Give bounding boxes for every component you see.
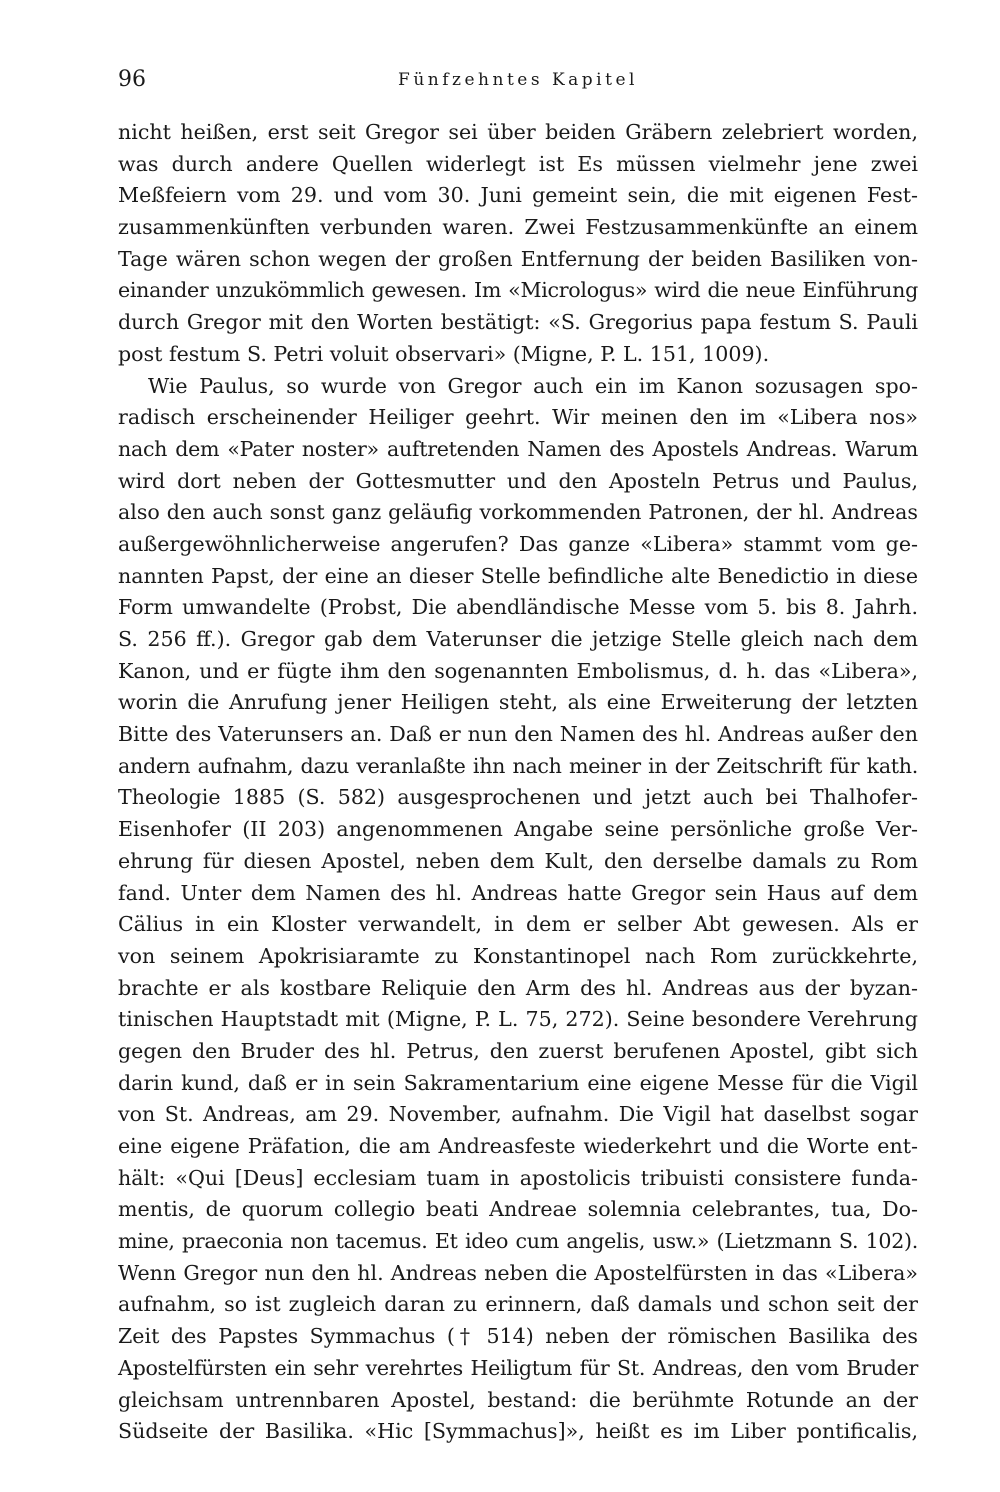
- text-line: Zeit des Papstes Symmachus († 514) neben der römischen Basilika des: [118, 1324, 918, 1349]
- text-line: mine, praeconia non tacemus. Et ideo cum angelis, usw.» (Lietzmann S. 102).: [118, 1229, 918, 1254]
- text-line: was durch andere Quellen widerlegt ist Es müssen vielmehr jene zwei: [118, 151, 918, 176]
- text-line: aufnahm, so ist zugleich daran zu erinnern, daß damals und schon seit der: [118, 1292, 918, 1317]
- text-line: Theologie 1885 (S. 582) ausgesprochenen und jetzt auch bei Thalhofer-: [118, 785, 918, 810]
- text-line: hält: «Qui [Deus] ecclesiam tuam in apostolicis tribuisti consistere funda-: [118, 1165, 918, 1190]
- text-line: nicht heißen, erst seit Gregor sei über beiden Gräbern zelebriert worden,: [118, 120, 918, 144]
- text-line: Kanon, und er fügte ihm den sogenannten Embolismus, d. h. das «Libera»,: [118, 658, 918, 683]
- text-line: Wie Paulus, so wurde von Gregor auch ein im Kanon sozusagen spo-: [148, 373, 918, 398]
- text-line: Apostelfürsten ein sehr verehrtes Heiligtum für St. Andreas, den vom Bruder: [118, 1355, 918, 1380]
- text-line: brachte er als kostbare Reliquie den Arm des hl. Andreas aus der byzan-: [118, 975, 918, 1000]
- text-line: einander unzukömmlich gewesen. Im «Micrologus» wird die neue Einführung: [118, 278, 918, 303]
- text-line: darin kund, daß er in sein Sakramentarium eine eigene Messe für die Vigil: [118, 1070, 918, 1095]
- text-line: andern aufnahm, dazu veranlaßte ihn nach meiner in der Zeitschrift für kath.: [118, 753, 918, 778]
- text-line: gegen den Bruder des hl. Petrus, den zuerst berufenen Apostel, gibt sich: [118, 1038, 918, 1063]
- text-line: durch Gregor mit den Worten bestätigt: «S. Gregorius papa festum S. Pauli: [118, 310, 918, 335]
- text-line: radisch erscheinender Heiliger geehrt. Wir meinen den im «Libera nos»: [118, 405, 918, 430]
- page-number: 96: [118, 67, 146, 92]
- body-text: [118, 117, 918, 1448]
- text-line: Tage wären schon wegen der großen Entfernung der beiden Basiliken von-: [118, 246, 918, 271]
- text-line: nach dem «Pater noster» auftretenden Namen des Apostels Andreas. Warum: [118, 436, 918, 461]
- text-line: also den auch sonst ganz geläufig vorkommenden Patronen, der hl. Andreas: [118, 500, 918, 525]
- text-line: Cälius in ein Kloster verwandelt, in dem er selber Abt gewesen. Als er: [118, 912, 918, 937]
- text-line: von St. Andreas, am 29. November, aufnahm. Die Vigil hat daselbst sogar: [118, 1102, 918, 1127]
- text-line: außergewöhnlicherweise angerufen? Das ganze «Libera» stammt vom ge-: [118, 531, 918, 556]
- text-line: nannten Papst, der eine an dieser Stelle befindliche alte Benedictio in diese: [118, 563, 918, 588]
- text-line: mentis, de quorum collegio beati Andreae solemnia celebrantes, tua, Do-: [118, 1197, 918, 1222]
- text-line: Eisenhofer (II 203) angenommenen Angabe seine persönliche große Ver-: [118, 817, 918, 842]
- text-line: Südseite der Basilika. «Hic [Symmachus]», heißt es im Liber pontificalis,: [118, 1419, 918, 1444]
- text-line: zusammenkünften verbunden waren. Zwei Festzusammenkünfte an einem: [118, 215, 918, 240]
- text-line: worin die Anrufung jener Heiligen steht, als eine Erweiterung der letzten: [118, 690, 918, 715]
- text-line: Meßfeiern vom 29. und vom 30. Juni gemeint sein, die mit eigenen Fest-: [118, 183, 918, 208]
- text-line: wird dort neben der Gottesmutter und den Aposteln Petrus und Paulus,: [118, 468, 918, 493]
- text-line: Wenn Gregor nun den hl. Andreas neben die Apostelfürsten in das «Libera»: [118, 1260, 918, 1285]
- page-header: [118, 66, 918, 96]
- text-line: Bitte des Vaterunsers an. Daß er nun den Namen des hl. Andreas außer den: [118, 722, 918, 747]
- text-line: tinischen Hauptstadt mit (Migne, P. L. 75, 272). Seine besondere Verehrung: [118, 1007, 918, 1032]
- running-title: Fünfzehntes Kapitel: [398, 70, 638, 90]
- text-line: gleichsam untrennbaren Apostel, bestand: die berühmte Rotunde an der: [118, 1387, 918, 1412]
- text-line: eine eigene Präfation, die am Andreasfeste wiederkehrt und die Worte ent-: [118, 1134, 918, 1158]
- text-line: post festum S. Petri voluit observari» (Migne, P. L. 151, 1009).: [118, 341, 770, 366]
- text-line: von seinem Apokrisiaramte zu Konstantinopel nach Rom zurückkehrte,: [118, 943, 918, 968]
- text-line: Form umwandelte (Probst, Die abendländische Messe vom 5. bis 8. Jahrh.: [118, 595, 918, 620]
- text-line: ehrung für diesen Apostel, neben dem Kult, den derselbe damals zu Rom: [118, 848, 918, 873]
- text-line: S. 256 ff.). Gregor gab dem Vaterunser die jetzige Stelle gleich nach dem: [118, 627, 918, 651]
- text-line: fand. Unter dem Namen des hl. Andreas hatte Gregor sein Haus auf dem: [118, 880, 918, 905]
